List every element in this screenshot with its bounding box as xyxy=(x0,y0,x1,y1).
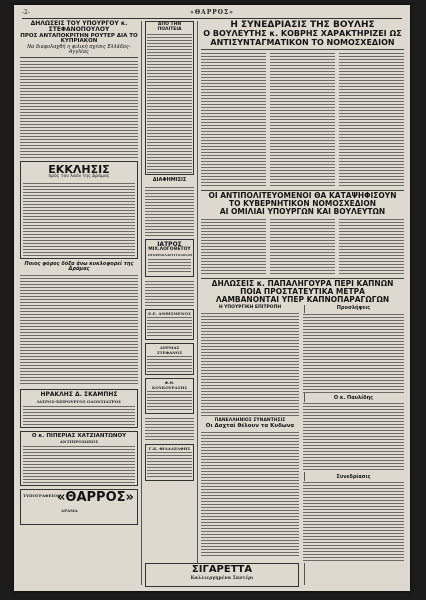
story-headline: Συνεδρίασις xyxy=(336,473,371,480)
main-headline: Ο ΒΟΥΛΕΥΤΗΣ κ. ΚΟΒΡΗΣ ΧΑΡΑΚΤΗΡΙΖΕΙ ΩΣ xyxy=(203,29,402,39)
page-number: -2- xyxy=(22,9,30,16)
article-text xyxy=(201,431,299,557)
main-headline: Η ΣΥΝΕΔΡΙΑΣΙΣ ΤΗΣ ΒΟΥΛΗΣ xyxy=(230,20,375,30)
ad-subtitle: Καλλιεργημένα Σαντέρι xyxy=(190,575,254,581)
ekklisis-box xyxy=(20,161,138,259)
ad-name: «ΘΑΡΡΟΣ» xyxy=(57,490,134,506)
section-two xyxy=(201,190,404,216)
ad-text xyxy=(148,258,191,274)
ad-small xyxy=(145,309,194,340)
column-middle xyxy=(145,21,194,589)
column-rule xyxy=(197,21,198,585)
section-headline: ΠΟΙΑ ΠΡΟΣΤΑΤΕΥΤΙΚΑ ΜΕΤΡΑ xyxy=(240,286,365,296)
box-subtitle: πρός τον λαόν της Δράμας xyxy=(48,174,110,180)
lower-left xyxy=(201,306,299,563)
article-columns xyxy=(201,52,404,188)
ad-title: ΙΑΤΡΟΣ xyxy=(157,240,182,248)
ad-text xyxy=(147,316,192,338)
story-headline: ΠΑΝΕΛΛΗΝΙΟΣ ΣΥΝΑΝΤΗΣΙΣ xyxy=(214,418,286,424)
ad-doctor xyxy=(145,239,194,277)
ad-skampis xyxy=(20,389,138,427)
lower-columns xyxy=(201,306,404,563)
ad-cigarette xyxy=(145,563,299,587)
ad-subtitle: ΩΤΟΡΙΝΟΛΑΡΥΓΓΟΛΟΓΟΣ xyxy=(148,252,193,257)
ad-title: Γ.Κ. ΦΙΛΑΔΕΛΦΗΣ xyxy=(148,445,191,451)
section-headline: ΟΙ ΑΝΤΙΠΟΛΙΤΕΥΟΜΕΝΟΙ ΘΑ ΚΑΤΑΨΗΦΙΣΟΥΝ xyxy=(208,191,397,201)
story-subhead: Οι Δαχταί θέλουν τα Κυδωνα xyxy=(205,422,295,429)
ad-subtitle: ΑΝΤΙΠΡΟΣΩΠΟΣ xyxy=(59,439,99,445)
section-headline: ΤΟ ΚΥΒΕΡΝΗΤΙΚΟΝ ΝΟΜΟΣΧΕΔΙΟΝ xyxy=(229,199,376,209)
masthead: «ΘΑΡΡΟΣ» xyxy=(190,9,234,16)
article-text xyxy=(303,313,404,393)
city-box xyxy=(145,21,194,175)
ad-subtitle: ΙΑΤΡΟΣ-ΧΕΙΡΟΥΡΓΟΣ ΟΔΟΝΤΙΑΤΡΟΣ xyxy=(37,398,121,404)
ad-title: ΔΕΡΜΑΣ ΣΤΕΦΑΝΟΣ xyxy=(156,344,183,355)
article-text xyxy=(145,280,194,306)
story-headline: Προσλήψεις xyxy=(336,305,371,312)
article-text xyxy=(339,218,404,276)
article-text xyxy=(270,52,335,188)
section-headline: ΑΙ ΟΜΙΛΙΑΙ ΥΠΟΥΡΓΩΝ ΚΑΙ ΒΟΥΛΕΥΤΩΝ xyxy=(219,206,386,216)
article-text xyxy=(201,52,266,188)
lower-right xyxy=(303,306,404,563)
headline: ΔΗΛΩΣΕΙΣ ΤΟΥ ΥΠΟΥΡΓΟΥ κ. ΣΤΕΦΑΝΟΠΟΥΛΟΥ xyxy=(30,20,128,34)
ad-text xyxy=(147,451,192,479)
ad-title: Ο κ. ΠΙΠΕΡΙΑΣ ΧΑΤΖΙΑΝΤΩΝΟΥ xyxy=(31,432,127,439)
ad-piperias xyxy=(20,431,138,487)
article-text xyxy=(20,274,138,386)
ad-title: ΣΙΓΑΡΕΤΤΑ xyxy=(191,564,253,575)
ad-title: Φ.Θ. ΚΟΥΚΟΥΡΑΣΗΣ xyxy=(151,379,188,390)
article-columns xyxy=(201,218,404,276)
story-headline: Ποιος φόρος δόξα άνω κυκλοφορεί της Δράμας xyxy=(24,260,134,273)
ad-typografeion xyxy=(20,489,138,525)
ad-small xyxy=(145,343,194,375)
section-title: ΔΙΑΦΗΜΙΣΙΣ xyxy=(152,177,187,184)
ad-subtitle: ΔΡΑΜΑ xyxy=(61,508,78,514)
section-headline: ΛΑΜΒΑΝΟΝΤΑΙ ΥΠΕΡ ΚΑΠΝΟΠΑΡΑΓΩΓΩΝ xyxy=(215,294,390,304)
article-text xyxy=(339,52,404,188)
box-text xyxy=(23,182,135,256)
box-text xyxy=(147,33,192,173)
page-header xyxy=(22,8,402,19)
ad-name: ΜΙΧ.ΛΟΓΟΘΕΤΟΥ xyxy=(148,246,191,252)
column-main xyxy=(201,21,404,589)
story-headline: Ο κ. Παυλίδης xyxy=(333,394,374,401)
subhead: Να διαφυλαχθή η φιλική σχέσις Ελλάδος-Αγγλίας xyxy=(20,45,138,58)
newspaper-page xyxy=(14,5,410,591)
article-text xyxy=(303,481,404,563)
article-text xyxy=(201,218,266,276)
column-left xyxy=(20,21,138,589)
article-text xyxy=(303,402,404,472)
ad-small xyxy=(145,378,194,414)
box-title: ΑΠΟ ΤΗΝ ΠΟΛΙΤΕΙΑ xyxy=(157,22,182,32)
article-text xyxy=(145,417,194,441)
section-three xyxy=(201,278,404,304)
section-headline: ΔΗΛΩΣΕΙΣ κ. ΠΑΠΑΛΗΓΟΥΡΑ ΠΕΡΙ ΚΑΠΝΩΝ xyxy=(211,278,394,288)
ad-title: ΤΥΠΟΓΡΑΦΕΙΟΝ xyxy=(23,493,61,499)
ad-title: Ε.Ε. ΑΝΘΙΣΜΕΝΟΣ xyxy=(148,310,191,316)
main-headline: ΑΝΤΙΣΥΝΤΑΓΜΑΤΙΚΟΝ ΤΟ ΝΟΜΟΣΧΕΔΙΟΝ xyxy=(201,39,404,50)
column-rule xyxy=(141,21,142,585)
ad-text xyxy=(23,445,135,483)
story-headline: Η ΥΠΟΥΡΓΙΚΗ ΕΠΙΤΡΟΠΗ xyxy=(218,305,282,311)
article-text xyxy=(20,60,138,158)
article-text xyxy=(201,312,299,416)
box-title: ΕΚΚΛΗΣΙΣ xyxy=(48,162,110,176)
ad-text xyxy=(147,390,192,412)
article-text xyxy=(145,186,194,236)
ad-small xyxy=(145,444,194,481)
ad-text xyxy=(147,355,192,373)
ad-text xyxy=(23,405,135,425)
ad-title: ΗΡΑΚΛΗΣ Δ. ΣΚΑΜΠΗΣ xyxy=(40,391,118,399)
article-text xyxy=(270,218,335,276)
headline: ΠΡΟΣ ΑΝΤΑΠΟΚΡΙΤΗΝ ΡΟΥΤΕΡ ΔΙΑ ΤΟ ΚΥΠΡΙΑΚΟΝ xyxy=(20,32,138,45)
